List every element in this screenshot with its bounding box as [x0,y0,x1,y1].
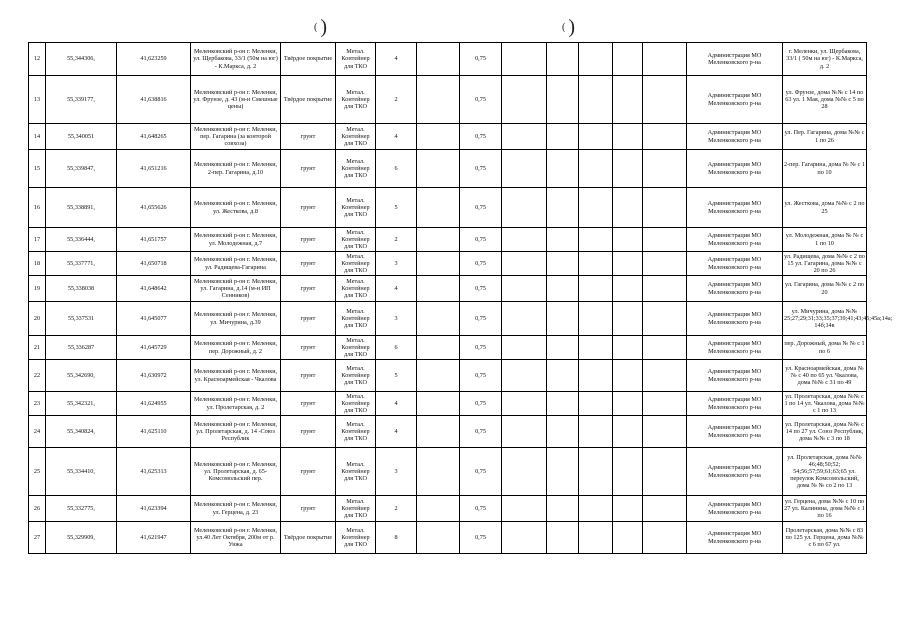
latitude: 55,337771, [46,252,117,276]
site-address: Меленковский р-он г. Меленки, ул. Красноармейская - Чкалова [191,360,281,392]
latitude: 55,342690, [46,360,117,392]
container-type: Метал. Контейнер для ТКО [336,360,376,392]
container-volume: 0,75 [460,336,502,360]
served-buildings: ул. Фрунзе, дома №№ с 14 по 63 ул. 1 Мая, дома №№ с 5 по 28 [783,76,867,124]
empty-cell [613,416,643,448]
empty-cell [547,76,579,124]
table-row [29,228,867,252]
container-type: Метал. Контейнер для ТКО [336,252,376,276]
empty-cell [417,302,460,336]
row-number: 22 [29,360,46,392]
container-volume: 0,75 [460,392,502,416]
site-owner: Администрация МО Меленковского р-на [687,392,783,416]
table-row [29,522,867,554]
empty-cell [417,76,460,124]
container-count: 4 [376,392,417,416]
latitude: 55,342321, [46,392,117,416]
binder-holes [0,12,905,42]
container-count: 2 [376,228,417,252]
longitude: 41,648265 [117,124,191,150]
latitude: 55,338891, [46,188,117,228]
empty-cell [643,522,687,554]
empty-cell [643,252,687,276]
empty-cell [417,276,460,302]
empty-cell [579,188,613,228]
served-buildings: ул. Радищева, дома №№ с 2 по 15 ул. Гагарина, дома №№ с 20 по 26 [784,252,865,275]
row-number: 26 [29,496,46,522]
row-number: 12 [29,43,46,76]
container-type: Метал. Контейнер для ТКО [336,392,376,416]
table-row [29,448,867,496]
row-number: 18 [29,252,46,276]
empty-cell [579,124,613,150]
empty-cell [547,150,579,188]
binder-mark-right: ( [562,22,566,34]
empty-cell [547,448,579,496]
container-type: Метал. Контейнер для ТКО [336,522,376,554]
table-row [29,150,867,188]
site-address: Меленковский р-он г. Меленки, ул. Жесткова, д.8 [191,188,281,228]
empty-cell [579,43,613,76]
latitude: 55,339177, [46,76,117,124]
longitude: 41,651757 [117,228,191,252]
container-volume: 0,75 [460,448,502,496]
empty-cell [502,522,547,554]
empty-cell [547,392,579,416]
longitude: 41,623394 [117,496,191,522]
empty-cell [579,228,613,252]
empty-cell [613,302,643,336]
site-owner: Администрация МО Меленковского р-на [687,522,783,554]
empty-cell [613,448,643,496]
longitude: 41,655626 [117,188,191,228]
latitude: 55,336287 [46,336,117,360]
site-owner: Администрация МО Меленковского р-на [687,228,783,252]
site-owner: Администрация МО Меленковского р-на [687,124,783,150]
empty-cell [547,302,579,336]
empty-cell [643,496,687,522]
container-type: Метал. Контейнер для ТКО [336,188,376,228]
longitude: 41,630972 [117,360,191,392]
surface-type: грунт [281,150,336,188]
container-volume: 0,75 [460,302,502,336]
site-address: Меленковский р-он г. Меленки, ул. Мичурина, д.39 [191,302,281,336]
empty-cell [417,448,460,496]
site-address: Меленковский р-он г. Меленки, 2-пер. Гагарина, д.10 [191,150,281,188]
container-volume: 0,75 [460,76,502,124]
site-owner: Администрация МО Меленковского р-на [687,496,783,522]
binder-mark-left: ( [314,22,318,34]
empty-cell [643,416,687,448]
empty-cell [502,416,547,448]
table-row [29,252,867,276]
site-owner: Администрация МО Меленковского р-на [687,336,783,360]
container-count: 4 [376,43,417,76]
empty-cell [613,150,643,188]
surface-type: грунт [281,496,336,522]
empty-cell [579,360,613,392]
surface-type: грунт [281,336,336,360]
container-volume: 0,75 [460,43,502,76]
empty-cell [417,188,460,228]
empty-cell [579,252,613,276]
served-buildings: ул. Жесткова, дома №№ с 2 по 25 [783,188,867,228]
latitude: 55,336444, [46,228,117,252]
empty-cell [643,392,687,416]
empty-cell [502,43,547,76]
surface-type: грунт [281,416,336,448]
container-volume: 0,75 [460,228,502,252]
site-owner: Администрация МО Меленковского р-на [687,150,783,188]
empty-cell [613,392,643,416]
surface-type: грунт [281,252,336,276]
empty-cell [547,522,579,554]
table-row [29,392,867,416]
surface-type: Твёрдое покрытие [281,522,336,554]
container-type: Метал. Контейнер для ТКО [336,302,376,336]
empty-cell [502,252,547,276]
surface-type: Твёрдое покрытие [281,43,336,76]
binder-hole-left [314,12,327,43]
empty-cell [643,360,687,392]
empty-cell [613,124,643,150]
empty-cell [417,392,460,416]
empty-cell [613,336,643,360]
container-count: 3 [376,252,417,276]
site-owner: Администрация МО Меленковского р-на [687,252,783,276]
empty-cell [613,252,643,276]
empty-cell [547,228,579,252]
row-number: 25 [29,448,46,496]
surface-type: грунт [281,188,336,228]
container-count: 6 [376,150,417,188]
binder-bracket-left: ) [320,16,328,38]
site-owner: Администрация МО Меленковского р-на [687,43,783,76]
empty-cell [502,496,547,522]
table-row [29,43,867,76]
longitude: 41,645077 [117,302,191,336]
empty-cell [502,76,547,124]
empty-cell [643,228,687,252]
empty-cell [502,336,547,360]
container-type: Метал. Контейнер для ТКО [336,43,376,76]
site-address: Меленковский р-он г. Меленки, ул.40 Лет Октября, 200м от р. Унжа [191,522,281,554]
empty-cell [643,336,687,360]
served-buildings: 2-пер. Гагарина, дома № № с 1 по 10 [783,150,867,188]
served-buildings: ул. Пер. Гагарина, дома №№ с 1 по 26 [783,124,867,150]
empty-cell [417,150,460,188]
served-buildings: ул. Пролетарская, дома №№ с 1 по 14 ул. Чкалова, дома №№ с 1 по 13 [784,392,865,415]
longitude: 41,651216 [117,150,191,188]
container-count: 8 [376,522,417,554]
binder-hole-right [562,12,575,43]
empty-cell [547,360,579,392]
container-count: 5 [376,360,417,392]
empty-cell [547,276,579,302]
container-volume: 0,75 [460,124,502,150]
table-row [29,336,867,360]
empty-cell [579,276,613,302]
table-row [29,276,867,302]
longitude: 41,625110 [117,416,191,448]
container-volume: 0,75 [460,150,502,188]
latitude: 55,338038 [46,276,117,302]
empty-cell [502,150,547,188]
empty-cell [579,416,613,448]
empty-cell [547,124,579,150]
latitude: 55,332775, [46,496,117,522]
site-address: Меленковский р-он г. Меленки, пер. Гагарина (за конторой совхоза) [191,124,281,150]
table-row [29,76,867,124]
container-volume: 0,75 [460,522,502,554]
empty-cell [417,360,460,392]
empty-cell [643,448,687,496]
latitude: 55,329909, [46,522,117,554]
longitude: 41,621947 [117,522,191,554]
container-volume: 0,75 [460,360,502,392]
empty-cell [417,43,460,76]
site-address: Меленковский р-он г. Меленки, ул. Щербакова, 33/1 (50м на юг) - К.Маркса, д. 2 [191,43,281,76]
site-address: Меленковский р-он г. Меленки, пер. Дорожный, д. 2 [191,336,281,360]
surface-type: грунт [281,228,336,252]
container-volume: 0,75 [460,276,502,302]
empty-cell [547,496,579,522]
served-buildings: ул. Молодежная, дома № № с 1 по 10 [783,228,867,252]
row-number: 21 [29,336,46,360]
container-type: Метал. Контейнер для ТКО [336,76,376,124]
empty-cell [417,124,460,150]
site-address: Меленковский р-он г. Меленки, ул. Гагарина, д.14 (м-н ИП Сенников) [191,276,281,302]
container-volume: 0,75 [460,252,502,276]
served-buildings: пер. Дорожный, дома № № с 1 по 6 [783,336,867,360]
site-address: Меленковский р-он г. Меленки, ул. Молодежная, д.7 [191,228,281,252]
served-buildings: ул. Пролетарская, дома №№ с 14 по 27 ул. Союз Республик, дома №№ с 3 по 18 [783,416,867,448]
waste-sites-table [28,42,893,554]
empty-cell [579,496,613,522]
table-row [29,188,867,228]
surface-type: грунт [281,124,336,150]
longitude: 41,623259 [117,43,191,76]
empty-cell [613,522,643,554]
container-count: 2 [376,76,417,124]
empty-cell [613,276,643,302]
container-type: Метал. Контейнер для ТКО [336,496,376,522]
site-owner: Администрация МО Меленковского р-на [687,188,783,228]
latitude: 55,339847, [46,150,117,188]
site-owner: Администрация МО Меленковского р-на [687,360,783,392]
container-volume: 0,75 [460,188,502,228]
empty-cell [643,76,687,124]
container-count: 4 [376,124,417,150]
empty-cell [547,416,579,448]
site-address: Меленковский р-он г. Меленки, ул. Пролетарская, д. 14 -Союз Республик [191,416,281,448]
longitude: 41,638816 [117,76,191,124]
table-row [29,496,867,522]
empty-cell [643,124,687,150]
site-address: Меленковский р-он г. Меленки, ул. Герцена, д. 23 [191,496,281,522]
longitude: 41,624955 [117,392,191,416]
empty-cell [579,522,613,554]
empty-cell [613,188,643,228]
row-number: 23 [29,392,46,416]
container-volume: 0,75 [460,496,502,522]
site-address: Меленковский р-он г. Меленки, ул. Пролетарская, д. 2 [191,392,281,416]
empty-cell [613,76,643,124]
site-address: Меленковский р-он г. Меленки, ул. Пролетарская, д. 65- Комсомольский пер. [191,448,281,496]
container-type: Метал. Контейнер для ТКО [336,228,376,252]
served-buildings: г. Меленки, ул. Щербакова, 33/1 ( 50м на юг) - К.Маркса, д. 2 [783,43,867,76]
site-owner: Администрация МО Меленковского р-на [687,302,783,336]
empty-cell [643,302,687,336]
longitude: 41,645729 [117,336,191,360]
empty-cell [579,76,613,124]
table-row [29,124,867,150]
served-buildings: Пролетарская, дома №№ с 83 по 125 ул. Герцена, дома №№ с 6 по 67 ул. [783,522,867,554]
empty-cell [579,448,613,496]
longitude: 41,648642 [117,276,191,302]
empty-cell [579,302,613,336]
surface-type: грунт [281,448,336,496]
empty-cell [579,392,613,416]
empty-cell [579,150,613,188]
empty-cell [613,228,643,252]
latitude: 55,344306, [46,43,117,76]
site-owner: Администрация МО Меленковского р-на [687,76,783,124]
empty-cell [417,496,460,522]
empty-cell [502,448,547,496]
container-type: Метал. Контейнер для ТКО [336,276,376,302]
surface-type: грунт [281,360,336,392]
empty-cell [643,150,687,188]
latitude: 55,334410, [46,448,117,496]
table-row [29,416,867,448]
site-owner: Администрация МО Меленковского р-на [687,416,783,448]
site-owner: Администрация МО Меленковского р-на [687,448,783,496]
site-address: Меленковский р-он г. Меленки, ул. Фрунзе, д. 43 (м-н Смешные цены) [191,76,281,124]
row-number: 19 [29,276,46,302]
row-number: 16 [29,188,46,228]
longitude: 41,625313 [117,448,191,496]
container-type: Метал. Контейнер для ТКО [336,448,376,496]
container-count: 2 [376,496,417,522]
empty-cell [417,252,460,276]
empty-cell [613,496,643,522]
empty-cell [417,336,460,360]
site-owner: Администрация МО Меленковского р-на [687,276,783,302]
container-count: 4 [376,416,417,448]
row-number: 15 [29,150,46,188]
latitude: 55,340824, [46,416,117,448]
container-count: 3 [376,448,417,496]
empty-cell [613,43,643,76]
container-count: 5 [376,188,417,228]
served-buildings: ул. Герцена, дома №№ с 10 по 27 ул. Калинина, дома №№ с 1 по 16 [783,496,867,522]
empty-cell [613,360,643,392]
served-buildings: ул. Гагарина, дома №№ с 2 по 20 [783,276,867,302]
served-buildings: ул. Мичурина, дома №№ 25;27;29;31;33;35;37;39;41;43;45;45а;14а; 14б;14в [783,302,867,336]
container-count: 3 [376,302,417,336]
surface-type: грунт [281,302,336,336]
empty-cell [502,360,547,392]
served-buildings: ул. Красноармейская, дома №№ с 40 по 65 ул. Чкалова, дома №№ с 31 по 49 [783,360,867,392]
empty-cell [547,252,579,276]
empty-cell [547,188,579,228]
empty-cell [643,188,687,228]
empty-cell [579,336,613,360]
empty-cell [547,43,579,76]
container-count: 4 [376,276,417,302]
empty-cell [502,228,547,252]
row-number: 17 [29,228,46,252]
row-number: 24 [29,416,46,448]
empty-cell [502,188,547,228]
surface-type: грунт [281,276,336,302]
empty-cell [643,276,687,302]
container-count: 6 [376,336,417,360]
table-row [29,360,867,392]
container-type: Метал. Контейнер для ТКО [336,336,376,360]
empty-cell [502,302,547,336]
container-type: Метал. Контейнер для ТКО [336,150,376,188]
empty-cell [417,228,460,252]
binder-bracket-right: ) [568,16,576,38]
table-row [29,302,867,336]
row-number: 13 [29,76,46,124]
surface-type: грунт [281,392,336,416]
row-number: 14 [29,124,46,150]
latitude: 55,340051 [46,124,117,150]
container-volume: 0,75 [460,416,502,448]
empty-cell [502,124,547,150]
container-type: Метал. Контейнер для ТКО [336,124,376,150]
served-buildings: ул. Пролетарская, дома №№ 46;48;50;52; 54;56;57;59;61;63;65 ул. переулок Комсомольский, дома № № со 2 по 13 [783,448,867,496]
empty-cell [547,336,579,360]
empty-cell [502,392,547,416]
surface-type: Твёрдое покрытие [281,76,336,124]
container-type: Метал. Контейнер для ТКО [336,416,376,448]
row-number: 20 [29,302,46,336]
row-number: 27 [29,522,46,554]
empty-cell [643,43,687,76]
empty-cell [417,416,460,448]
longitude: 41,650718 [117,252,191,276]
site-address: Меленковский р-он г. Меленки, ул. Радищева-Гагарина [191,252,281,276]
empty-cell [417,522,460,554]
empty-cell [502,276,547,302]
latitude: 55,337531 [46,302,117,336]
